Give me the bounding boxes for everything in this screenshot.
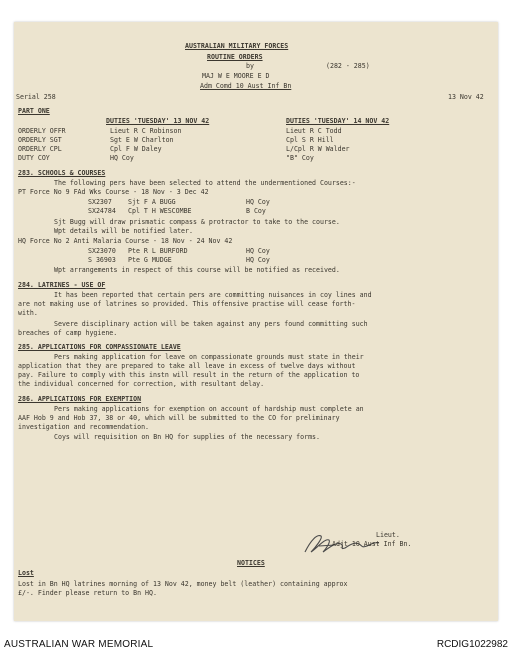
duty-left: Lieut R C Robinson [110, 127, 182, 135]
course-attendee-name: Pte G MUDGE [128, 256, 172, 264]
duty-label: ORDERLY CPL [18, 145, 62, 153]
course-attendee-number: SX2307 [88, 198, 112, 206]
duty-label: ORDERLY SGT [18, 136, 62, 144]
paragraph-line: breaches of camp hygiene. [18, 329, 118, 337]
duty-label: DUTY COY [18, 154, 50, 162]
course-attendee-unit: B Coy [246, 207, 266, 215]
section-heading-285: 285. APPLICATIONS FOR COMPASSIONATE LEAVE [18, 343, 181, 351]
document-page [14, 22, 498, 621]
paragraph-line: application that they are prepared to take all leave in excess of twelve days without [18, 362, 356, 370]
section-heading-284: 284. LATRINES - USE OF [18, 281, 106, 289]
duty-right: "B" Coy [286, 154, 314, 162]
paragraph-line: Coys will requisition on Bn HQ for supplies of the necessary forms. [54, 433, 320, 441]
duty-label: ORDERLY OFFR [18, 127, 66, 135]
document-title: AUSTRALIAN MILITARY FORCES [185, 42, 289, 50]
lost-heading: Lost [18, 569, 34, 577]
course-note: Wpt details will be notified later. [54, 227, 193, 235]
paragraph-line: Severe disciplinary action will be taken against any pers found committing such [54, 320, 368, 328]
paragraph-line: investigation and recommendation. [18, 423, 150, 431]
archive-footer [0, 631, 512, 653]
course-attendee-name: Pte R L BURFORD [128, 247, 188, 255]
notices-heading: NOTICES [237, 559, 265, 567]
paragraph-line: It has been reported that certain pers are committing nuisances in coy lines and [54, 291, 372, 299]
course-attendee-name: Cpl T H WESCOMBE [128, 207, 192, 215]
course-attendee-number: S 36903 [88, 256, 116, 264]
course-attendee-unit: HQ Coy [246, 247, 270, 255]
paragraph-line: the individual concerned for correction, with resultant delay. [18, 380, 265, 388]
signature-unit: Adjt 10 Aust Inf Bn. [332, 540, 412, 548]
paragraph-line: pay. Failure to comply with this instn will result in the return of the application to [18, 371, 360, 379]
lost-notice-line: Lost in Bn HQ latrines morning of 13 Nov 42, money belt (leather) containing approx [18, 580, 348, 588]
duty-left: HQ Coy [110, 154, 134, 162]
duty-left: Cpl F W Daley [110, 145, 162, 153]
issuing-officer: MAJ W E MOORE E D [202, 72, 270, 80]
paragraph-line: are not making use of latrines so provided. This offensive practise will cease forth- [18, 300, 356, 308]
paragraph-line: AAF Hob 9 and Hob 37, 38 or 40, which will be submitted to the CO for preliminary [18, 414, 340, 422]
paragraph-line: Pers making applications for exemption on account of hardship must complete an [54, 405, 364, 413]
paragraph-line: with. [18, 309, 38, 317]
course-attendee-name: Sjt F A BUGG [128, 198, 176, 206]
course-attendee-unit: HQ Coy [246, 198, 270, 206]
section-heading-283: 283. SCHOOLS & COURSES [18, 169, 106, 177]
by-line: by [246, 62, 254, 70]
order-ref: (282 - 285) [326, 62, 370, 70]
course-title-1: PT Force No 9 FAd Wks Course - 18 Nov - 3 Dec 42 [18, 188, 209, 196]
duty-right: Cpl S R Hill [286, 136, 334, 144]
section-heading-286: 286. APPLICATIONS FOR EXEMPTION [18, 395, 142, 403]
duty-right: Lieut R C Todd [286, 127, 342, 135]
duties-heading-right: DUTIES 'TUESDAY' 14 NOV 42 [286, 117, 390, 125]
duty-right: L/Cpl R W Walder [286, 145, 350, 153]
paragraph-line: Pers making application for leave on compassionate grounds must state in their [54, 353, 364, 361]
course-attendee-number: SX23070 [88, 247, 116, 255]
course-attendee-number: SX24784 [88, 207, 116, 215]
archive-reference: RCDIG1022982 [436, 639, 508, 650]
order-date: 13 Nov 42 [448, 93, 484, 101]
course-note: Sjt Bugg will draw prismatic compass & protractor to take to the course. [54, 218, 340, 226]
serial-number: Serial 258 [16, 93, 56, 101]
command-line: Adm Comd 10 Aust Inf Bn [200, 82, 292, 90]
course-intro: The following pers have been selected to attend the undermentioned Courses:- [54, 179, 356, 187]
lost-notice-line: £/-. Finder please return to Bn HQ. [18, 589, 157, 597]
course-note: Wpt arrangements in respect of this course will be notified as received. [54, 266, 340, 274]
duties-heading-left: DUTIES 'TUESDAY' 13 NOV 42 [106, 117, 210, 125]
document-subtitle: ROUTINE ORDERS [207, 53, 263, 61]
part-heading: PART ONE [18, 107, 50, 115]
course-attendee-unit: HQ Coy [246, 256, 270, 264]
duty-left: Sgt E W Charlton [110, 136, 174, 144]
archive-name: AUSTRALIAN WAR MEMORIAL [4, 639, 154, 650]
course-title-2: HQ Force No 2 Anti Malaria Course - 18 Nov - 24 Nov 42 [18, 237, 233, 245]
signature-rank: Lieut. [376, 531, 400, 539]
